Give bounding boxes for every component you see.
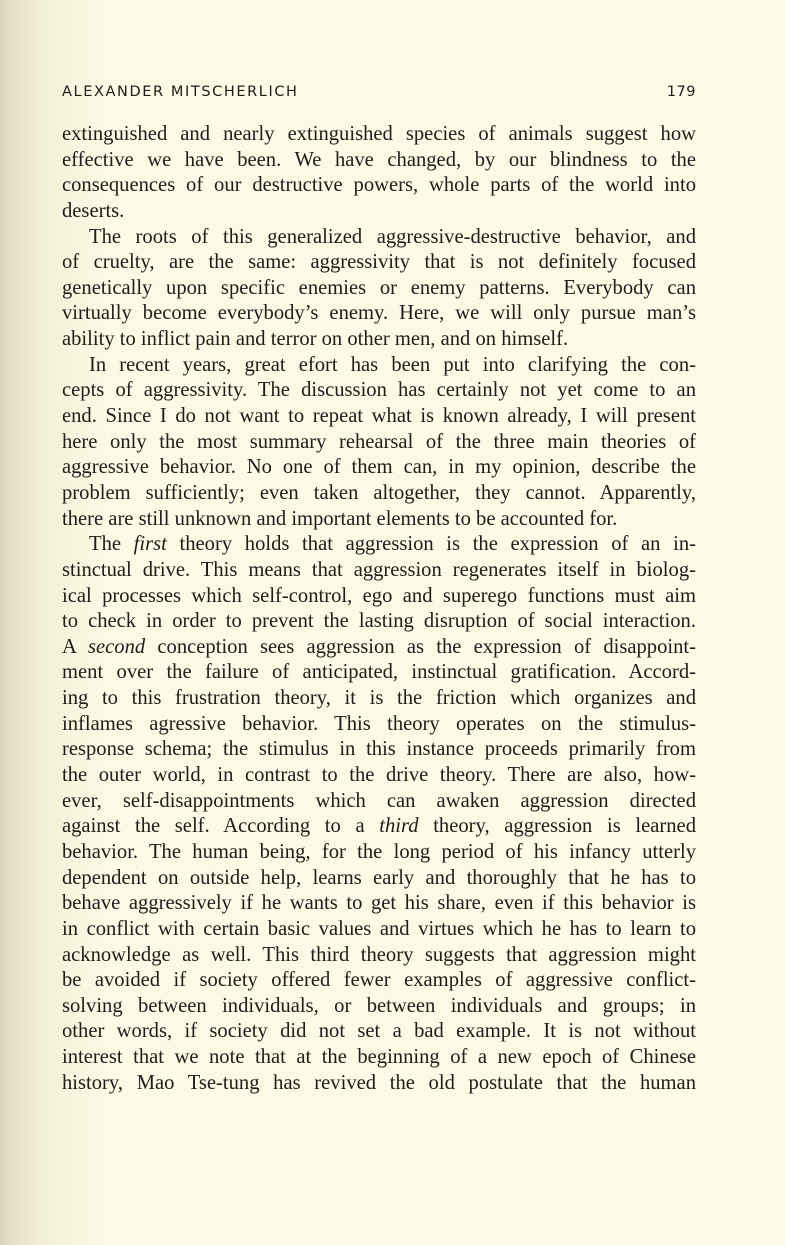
text-line bbox=[62, 532, 696, 558]
emphasized-word: first bbox=[133, 533, 167, 556]
text-run: The bbox=[89, 533, 134, 556]
text-line: end. Since I do not want to repeat what is known already, I will present bbox=[62, 405, 696, 428]
text-line: genetically upon specific enemies or enemy patterns. Everybody can bbox=[62, 276, 696, 299]
text-line: the outer world, in contrast to the drive theory. There are also, how- bbox=[62, 764, 696, 787]
text-line: In recent years, great efort has been put into clarifying the con- bbox=[89, 353, 696, 376]
emphasized-word: second bbox=[87, 635, 146, 658]
text-run: A bbox=[62, 635, 88, 658]
paragraph bbox=[62, 122, 696, 225]
page-number: 179 bbox=[666, 84, 696, 100]
text-line: to check in order to prevent the lasting disruption of social interaction. bbox=[62, 610, 696, 633]
text-line: virtually become everybody’s enemy. Here, we will only pursue man’s bbox=[62, 302, 696, 325]
text-line: other words, if society did not set a bad example. It is not without bbox=[62, 1020, 696, 1043]
text-line: ever, self-disappointments which can awaken aggression directed bbox=[62, 789, 696, 812]
body-text bbox=[62, 122, 696, 1096]
text-line: ability to inflict pain and terror on other men, and on himself. bbox=[62, 328, 569, 351]
text-line: solving between individuals, or between individuals and groups; in bbox=[62, 994, 696, 1017]
text-line: effective we have been. We have changed, by our blindness to the bbox=[62, 148, 696, 171]
emphasized-word: third bbox=[379, 815, 419, 838]
text-line: response schema; the stimulus in this instance proceeds primarily from bbox=[62, 738, 696, 761]
text-line: deserts. bbox=[62, 199, 125, 222]
text-line: acknowledge as well. This third theory suggests that aggression might bbox=[62, 943, 696, 966]
paragraph bbox=[62, 532, 696, 1096]
text-line: history, Mao Tse-tung has revived the old postulate that the human bbox=[62, 1071, 696, 1094]
running-head bbox=[62, 84, 696, 108]
text-line: aggressive behavior. No one of them can, in my opinion, describe the bbox=[62, 456, 696, 479]
paragraph bbox=[62, 353, 696, 532]
text-line: stinctual drive. This means that aggression regenerates itself in biolog- bbox=[62, 558, 696, 581]
running-head-author: ALEXANDER MITSCHERLICH bbox=[62, 84, 299, 100]
text-line: cepts of aggressivity. The discussion has certainly not yet come to an bbox=[62, 379, 696, 402]
text-line: dependent on outside help, learns early and thoroughly that he has to bbox=[62, 866, 696, 889]
text-line: behave aggressively if he wants to get his share, even if this behavior is bbox=[62, 892, 696, 915]
text-run: conception sees aggression as the expression of disappoint- bbox=[145, 635, 696, 658]
text-line: ical processes which self-control, ego and superego functions must aim bbox=[62, 584, 696, 607]
text-line: ment over the failure of anticipated, instinctual gratification. Accord- bbox=[62, 661, 696, 684]
text-line: here only the most summary rehearsal of the three main theories of bbox=[62, 430, 696, 453]
text-line: behavior. The human being, for the long period of his infancy utterly bbox=[62, 840, 696, 863]
text-line: inflames agressive behavior. This theory operates on the stimulus- bbox=[62, 712, 696, 735]
text-line: of cruelty, are the same: aggressivity that is not definitely focused bbox=[62, 251, 696, 274]
text-line: be avoided if society offered fewer examples of aggressive conflict- bbox=[62, 969, 696, 992]
text-line: problem sufficiently; even taken altogether, they cannot. Apparently, bbox=[62, 481, 696, 504]
text-line bbox=[62, 814, 696, 840]
text-line: extinguished and nearly extinguished species of animals suggest how bbox=[62, 123, 696, 145]
text-line: ing to this frustration theory, it is the friction which organizes and bbox=[62, 687, 696, 710]
text-line bbox=[62, 635, 696, 661]
text-line: in conflict with certain basic values and virtues which he has to learn to bbox=[62, 917, 696, 940]
text-line: The roots of this generalized aggressive-destructive behavior, and bbox=[89, 225, 696, 248]
text-run: theory, aggression is learned bbox=[418, 815, 696, 838]
text-run: against the self. According to a bbox=[62, 815, 380, 838]
text-line: there are still unknown and important elements to be accounted for. bbox=[62, 507, 618, 530]
text-line: consequences of our destructive powers, whole parts of the world into bbox=[62, 174, 696, 197]
text-run: theory holds that aggression is the expression of an in- bbox=[166, 533, 696, 556]
paragraph bbox=[62, 225, 696, 353]
text-line: interest that we note that at the beginning of a new epoch of Chinese bbox=[62, 1046, 696, 1069]
